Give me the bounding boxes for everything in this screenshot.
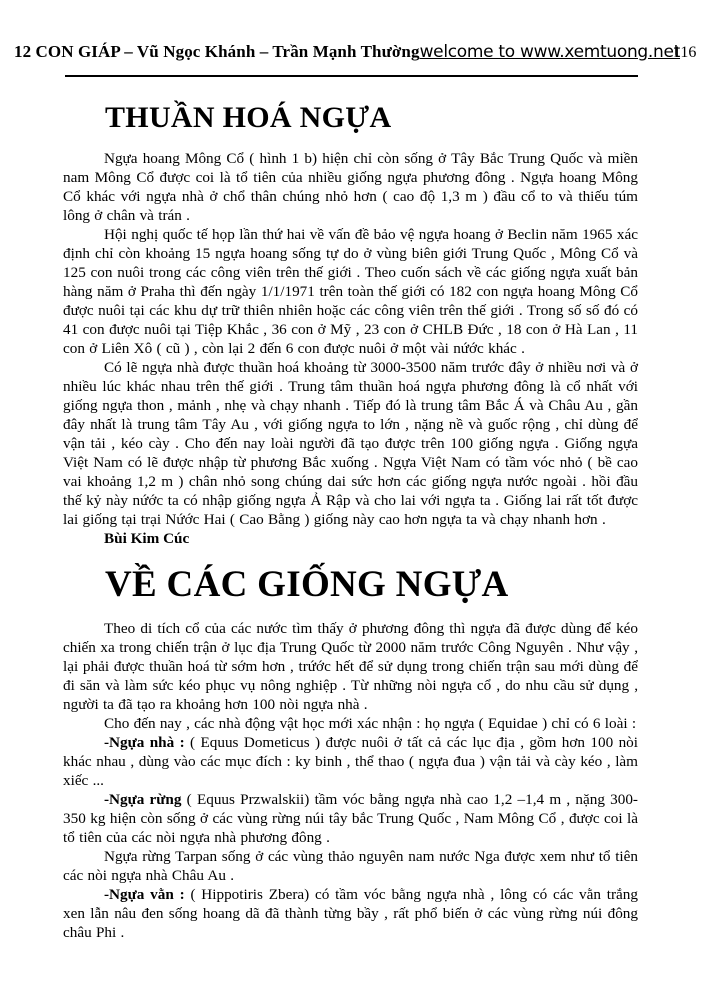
page-number: 116 — [673, 44, 697, 61]
paragraph-conference-berlin: Hội nghị quốc tế họp lần thứ hai về vấn đề bảo vệ ngựa hoang ở Beclin năm 1965 xác định chỉ còn khoảng 15 ngựa hoang sống tự do ở vùng biên giới Trung Quốc , Mông Cổ và 125 con nuôi trong các công viên trên thế giới . Theo cuốn sách về các giống ngựa xuất bản hàng năm ở Praha thì đến ngày 1/1/1971 trên toàn thế giới có 182 con ngựa hoang Mông Cổ được nuôi tại các khu dự trữ thiên nhiên hoặc các công viên trên thế giới . Trong số số đó có 41 con được nuôi tại Tiệp Khắc , 36 con ở Mỹ , 23 con ở CHLB Đức , 18 con ở Hà Lan , 11 con ở Liên Xô ( cũ ) , còn lại 2 đến 6 con được nuôi ở một vài nứớc khác . — [63, 226, 638, 357]
paragraph-mongolian-wild-horse: Ngựa hoang Mông Cổ ( hình 1 b) hiện chỉ còn sống ở Tây Bắc Trung Quốc và miền nam Mông Cổ được coi là tổ tiên của nhiều giống ngựa phương đông . Ngựa hoang Mông Cổ khác với ngựa nhà ở chổ thân chúng nhỏ hơn ( cao độ 1,3 m ) đầu cổ to và thiếu túm lông ở chân và trán . — [63, 150, 638, 224]
paragraph-tarpan: Ngựa rừng Tarpan sống ở các vùng thảo nguyên nam nước Nga được xem như tổ tiên các nòi ngựa nhà Châu Au . — [63, 848, 638, 884]
section-title-ve-cac-giong-ngua: VỀ CÁC GIỐNG NGỰA — [105, 564, 509, 605]
section-title-thuan-hoa-ngua: THUẦN HOÁ NGỰA — [105, 101, 392, 134]
paragraph-ngua-van — [63, 885, 638, 942]
breed-description: ( Equus Przwalskii) tầm vóc bằng ngựa nhà cao 1,2 –1,4 m , nặng 300-350 kg hiện còn sống ở các vùng rừng núi tây bắc Trung Quốc , Nam Mông Cổ , được coi là tổ tiên của các nòi ngựa nhà phương đông . — [63, 791, 638, 846]
page-header — [14, 42, 697, 62]
paragraph-ancient-relics: Theo di tích cổ của các nước tìm thấy ở phương đông thì ngựa đã được dùng để kéo chiến xa trong chiến trận ở lục địa Trung Quốc từ 2000 năm trước Công Nguyên . Như vậy , lại phải được thuần hoá từ sớm hơn , trứớc hết để sử dụng trong chiến trận sau mới dùng để đi săn và làm sức kéo phục vụ nông nghiệp . Từ những nòi ngựa cổ , do nhu cầu sử dụng , người ta đã tạo ra khoảng hơn 100 nòi ngựa nhà . — [63, 620, 638, 713]
breed-description: ( Equus Dometicus ) được nuôi ở tất cả các lục địa , gồm hơn 100 nòi khác nhau , dùng vào các mục đích : ky binh , thể thao ( ngựa đua ) vận tải và cày kéo , làm xiếc ... — [63, 734, 638, 789]
breed-name-ngua-nha: -Ngựa nhà : — [104, 734, 185, 751]
header-website-link[interactable]: welcome to www.xemtuong.net — [419, 42, 681, 62]
paragraph-ngua-rung — [63, 790, 638, 847]
paragraph-ngua-nha — [63, 733, 638, 790]
breed-description: ( Hippotiris Zbera) có tầm vóc bằng ngựa nhà , lông có các vằn trắng xen lẫn nâu đen sống hoang dã đã thành từng bầy , rất phổ biến ở các vùng rừng núi đông châu Phi . — [63, 886, 638, 941]
breed-name-ngua-van: -Ngựa vằn : — [104, 886, 185, 903]
header-book-title: 12 CON GIÁP – Vũ Ngọc Khánh – Trần Mạnh Thường — [14, 42, 420, 61]
document-content — [63, 77, 638, 942]
breed-name-ngua-rung: -Ngựa rừng — [104, 791, 182, 808]
paragraph-domestication-history: Có lẽ ngựa nhà được thuần hoá khoảng từ 3000-3500 năm trước đây ở nhiều nơi và ở nhiều lúc khác nhau trên thế giới . Trung tâm thuần hoá ngựa phương đông là cổ nhất với giống ngựa thon , mảnh , nhẹ và chạy nhanh . Tiếp đó là trung tâm Bắc Á và Châu Au , gần đây nhất là trung tâm Tây Au , với giống ngựa to lớn , nặng nề và guốc rộng , chỉ dùng để vận tải , kéo cày . Cho đến nay loài người đã tạo được trên 100 giống ngựa . Giống ngựa Việt Nam có lẽ được nhập từ phương Bắc xuống . Ngựa Việt Nam có tầm vóc nhỏ ( bề cao vai khoảng 1,2 m ) chân nhỏ song chúng dai sức hơn các giống ngựa nước ngoài . hồi đầu thế kỷ này nứớc ta có nhập giống ngựa Ả Rập và cho lai với ngựa ta . Giống lai rất tốt được lai giống tại trại Nứớc Hai ( Cao Bằng ) giống này cao hơn ngựa ta và chạy nhanh hơn . — [63, 359, 638, 528]
paragraph-equidae-species: Cho đến nay , các nhà động vật học mới xác nhận : họ ngựa ( Equidae ) chỉ có 6 loài : — [104, 715, 637, 732]
author-signature: Bùi Kim Cúc — [104, 530, 190, 547]
header-right-group — [420, 42, 697, 62]
